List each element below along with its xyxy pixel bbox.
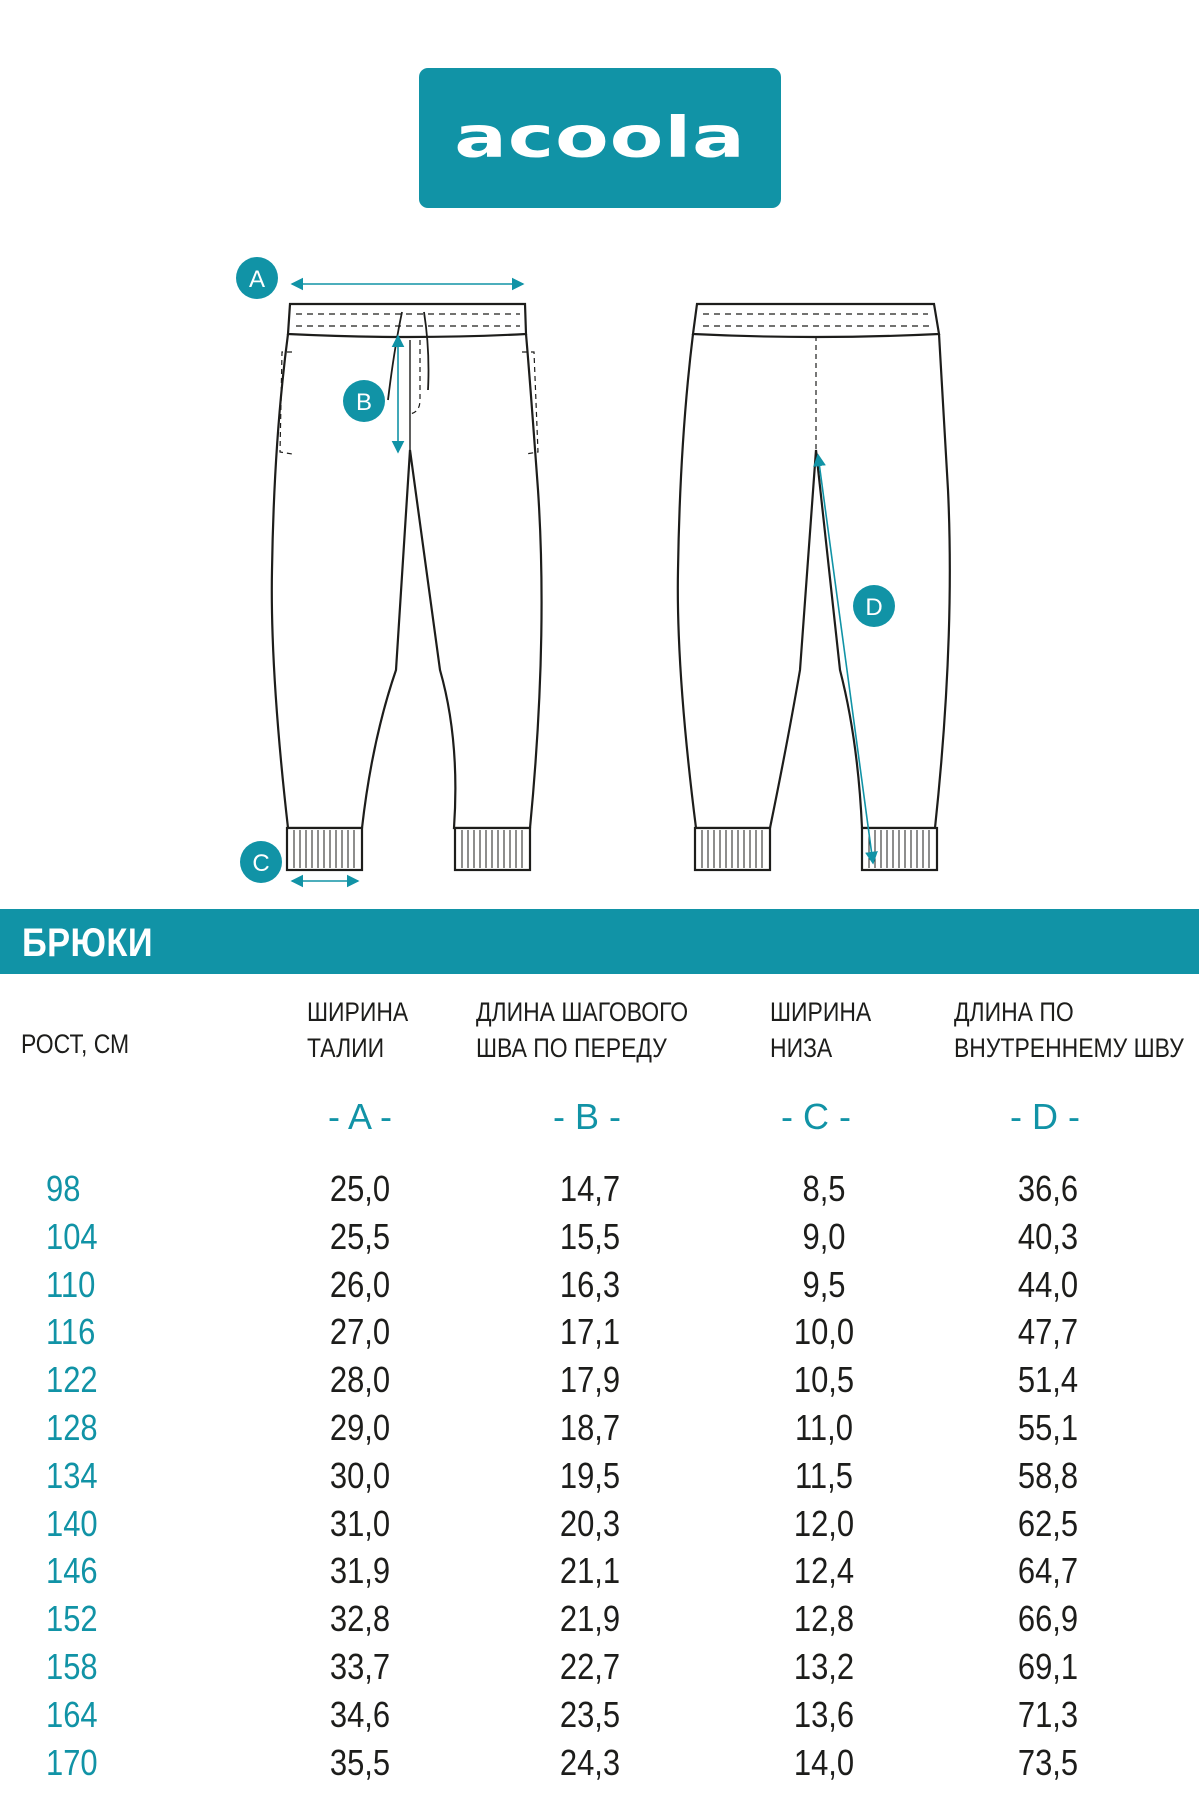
row-value-d: 47,7 — [1017, 1311, 1079, 1353]
marker-a — [236, 257, 278, 299]
row-value-c: 12,4 — [793, 1550, 855, 1592]
row-value-c: 11,5 — [795, 1454, 853, 1496]
row-value-d: 69,1 — [1017, 1645, 1079, 1687]
row-value-b: 16,3 — [559, 1263, 621, 1305]
column-header-a-line2: ТАЛИИ — [307, 1033, 385, 1063]
table-row — [0, 1213, 1199, 1261]
row-value-b: 15,5 — [559, 1215, 621, 1257]
front-outline — [272, 334, 542, 828]
row-value-a: 30,0 — [329, 1454, 391, 1496]
row-value-a: 32,8 — [329, 1598, 391, 1640]
row-height-value: 122 — [46, 1359, 98, 1401]
row-value-b: 14,7 — [559, 1168, 621, 1209]
row-value-c: 11,0 — [795, 1406, 853, 1448]
row-height-value: 110 — [46, 1263, 96, 1305]
row-value-b: 22,7 — [559, 1645, 621, 1687]
row-height-value: 152 — [46, 1598, 98, 1640]
trousers-diagram — [0, 240, 1199, 890]
front-view — [272, 304, 542, 870]
measurement-lines — [292, 284, 873, 881]
trousers-drawing — [0, 240, 1199, 890]
row-value-c: 9,5 — [802, 1263, 846, 1305]
row-value-c: 12,0 — [793, 1502, 855, 1544]
table-row — [0, 1404, 1199, 1452]
marker-b-label: B — [355, 389, 373, 416]
section-title: БРЮКИ — [22, 921, 154, 965]
table-row — [0, 1643, 1199, 1691]
row-value-a: 35,5 — [329, 1741, 391, 1783]
measure-d-line — [818, 455, 873, 863]
column-header-c-line1: ШИРИНА — [770, 997, 872, 1027]
row-value-a: 33,7 — [329, 1645, 391, 1687]
row-height-value: 146 — [46, 1550, 98, 1592]
row-value-c: 13,6 — [793, 1693, 855, 1735]
back-view — [678, 304, 950, 870]
row-height-value: 98 — [46, 1168, 81, 1209]
row-value-c: 14,0 — [793, 1741, 855, 1783]
row-value-b: 17,9 — [559, 1359, 621, 1401]
row-value-b: 20,3 — [559, 1502, 621, 1544]
row-value-a: 29,0 — [329, 1406, 391, 1448]
back-waistband — [693, 304, 939, 337]
table-row — [0, 1595, 1199, 1643]
column-header-d-line2: ВНУТРЕННЕМУ ШВУ — [954, 1033, 1184, 1063]
row-value-c: 13,2 — [793, 1645, 855, 1687]
marker-b — [343, 380, 385, 422]
row-value-d: 55,1 — [1017, 1406, 1079, 1448]
table-row — [0, 1308, 1199, 1356]
marker-c — [240, 841, 282, 883]
table-row — [0, 1261, 1199, 1309]
column-header-d-line1: ДЛИНА ПО — [954, 997, 1074, 1027]
row-height-value: 170 — [46, 1741, 98, 1783]
row-value-c: 10,5 — [793, 1359, 855, 1401]
row-value-a: 26,0 — [329, 1263, 391, 1305]
row-value-b: 23,5 — [559, 1693, 621, 1735]
row-height-value: 158 — [46, 1645, 98, 1687]
table-row — [0, 1500, 1199, 1548]
height-column-header: РОСТ, СМ — [21, 1029, 130, 1059]
row-value-a: 31,0 — [329, 1502, 391, 1544]
table-row — [0, 1547, 1199, 1595]
row-value-a: 31,9 — [329, 1550, 391, 1592]
table-row — [0, 1739, 1199, 1787]
row-value-b: 24,3 — [559, 1741, 621, 1783]
section-title-band — [0, 909, 1199, 974]
row-height-value: 164 — [46, 1693, 98, 1735]
brand-logo-text: acoola — [454, 105, 746, 171]
row-value-b: 19,5 — [559, 1454, 621, 1496]
back-outline — [678, 334, 950, 828]
row-height-value: 116 — [46, 1311, 96, 1353]
row-value-a: 28,0 — [329, 1359, 391, 1401]
row-value-c: 9,0 — [802, 1215, 846, 1257]
row-height-value: 104 — [46, 1215, 98, 1257]
column-header-a-line1: ШИРИНА — [307, 997, 409, 1027]
row-value-d: 66,9 — [1017, 1598, 1079, 1640]
row-value-b: 21,9 — [559, 1598, 621, 1640]
row-value-a: 25,5 — [329, 1215, 391, 1257]
row-value-d: 44,0 — [1017, 1263, 1079, 1305]
row-value-a: 25,0 — [329, 1168, 391, 1209]
column-letter-a: - A - — [327, 1096, 393, 1137]
row-value-d: 71,3 — [1017, 1693, 1079, 1735]
column-letter-c: - C - — [781, 1096, 851, 1137]
row-value-c: 10,0 — [793, 1311, 855, 1353]
table-row — [0, 1691, 1199, 1739]
column-header-b — [476, 994, 688, 1066]
row-value-d: 62,5 — [1017, 1502, 1079, 1544]
marker-d — [853, 585, 895, 627]
column-header-b-line1: ДЛИНА ШАГОВОГО — [476, 997, 689, 1027]
row-height-value: 140 — [46, 1502, 98, 1544]
brand-logo — [419, 68, 781, 208]
row-value-d: 73,5 — [1017, 1741, 1079, 1783]
column-header-d — [954, 994, 1184, 1066]
row-height-value: 134 — [46, 1454, 98, 1496]
front-waistband — [288, 304, 526, 337]
row-value-d: 58,8 — [1017, 1454, 1079, 1496]
size-table-body — [0, 1165, 1199, 1786]
row-value-a: 27,0 — [329, 1311, 391, 1353]
marker-a-label: A — [248, 266, 266, 293]
row-value-b: 21,1 — [559, 1550, 621, 1592]
row-value-d: 64,7 — [1017, 1550, 1079, 1592]
marker-d-label: D — [865, 594, 883, 621]
column-letter-d: - D - — [1010, 1096, 1080, 1137]
marker-c-label: C — [252, 850, 270, 877]
row-value-b: 17,1 — [559, 1311, 621, 1353]
table-row — [0, 1356, 1199, 1404]
row-height-value: 128 — [46, 1406, 98, 1448]
table-row — [0, 1165, 1199, 1213]
column-header-c — [770, 994, 871, 1066]
row-value-d: 40,3 — [1017, 1215, 1079, 1257]
column-header-a — [307, 994, 408, 1066]
row-value-b: 18,7 — [559, 1406, 621, 1448]
row-value-d: 51,4 — [1017, 1359, 1079, 1401]
column-header-c-line2: НИЗА — [770, 1033, 833, 1063]
row-value-c: 8,5 — [802, 1168, 846, 1209]
row-value-c: 12,8 — [793, 1598, 855, 1640]
column-letter-b: - B - — [553, 1096, 621, 1137]
row-value-a: 34,6 — [329, 1693, 391, 1735]
row-value-d: 36,6 — [1017, 1168, 1079, 1209]
column-header-b-line2: ШВА ПО ПЕРЕДУ — [476, 1033, 667, 1063]
table-row — [0, 1452, 1199, 1500]
